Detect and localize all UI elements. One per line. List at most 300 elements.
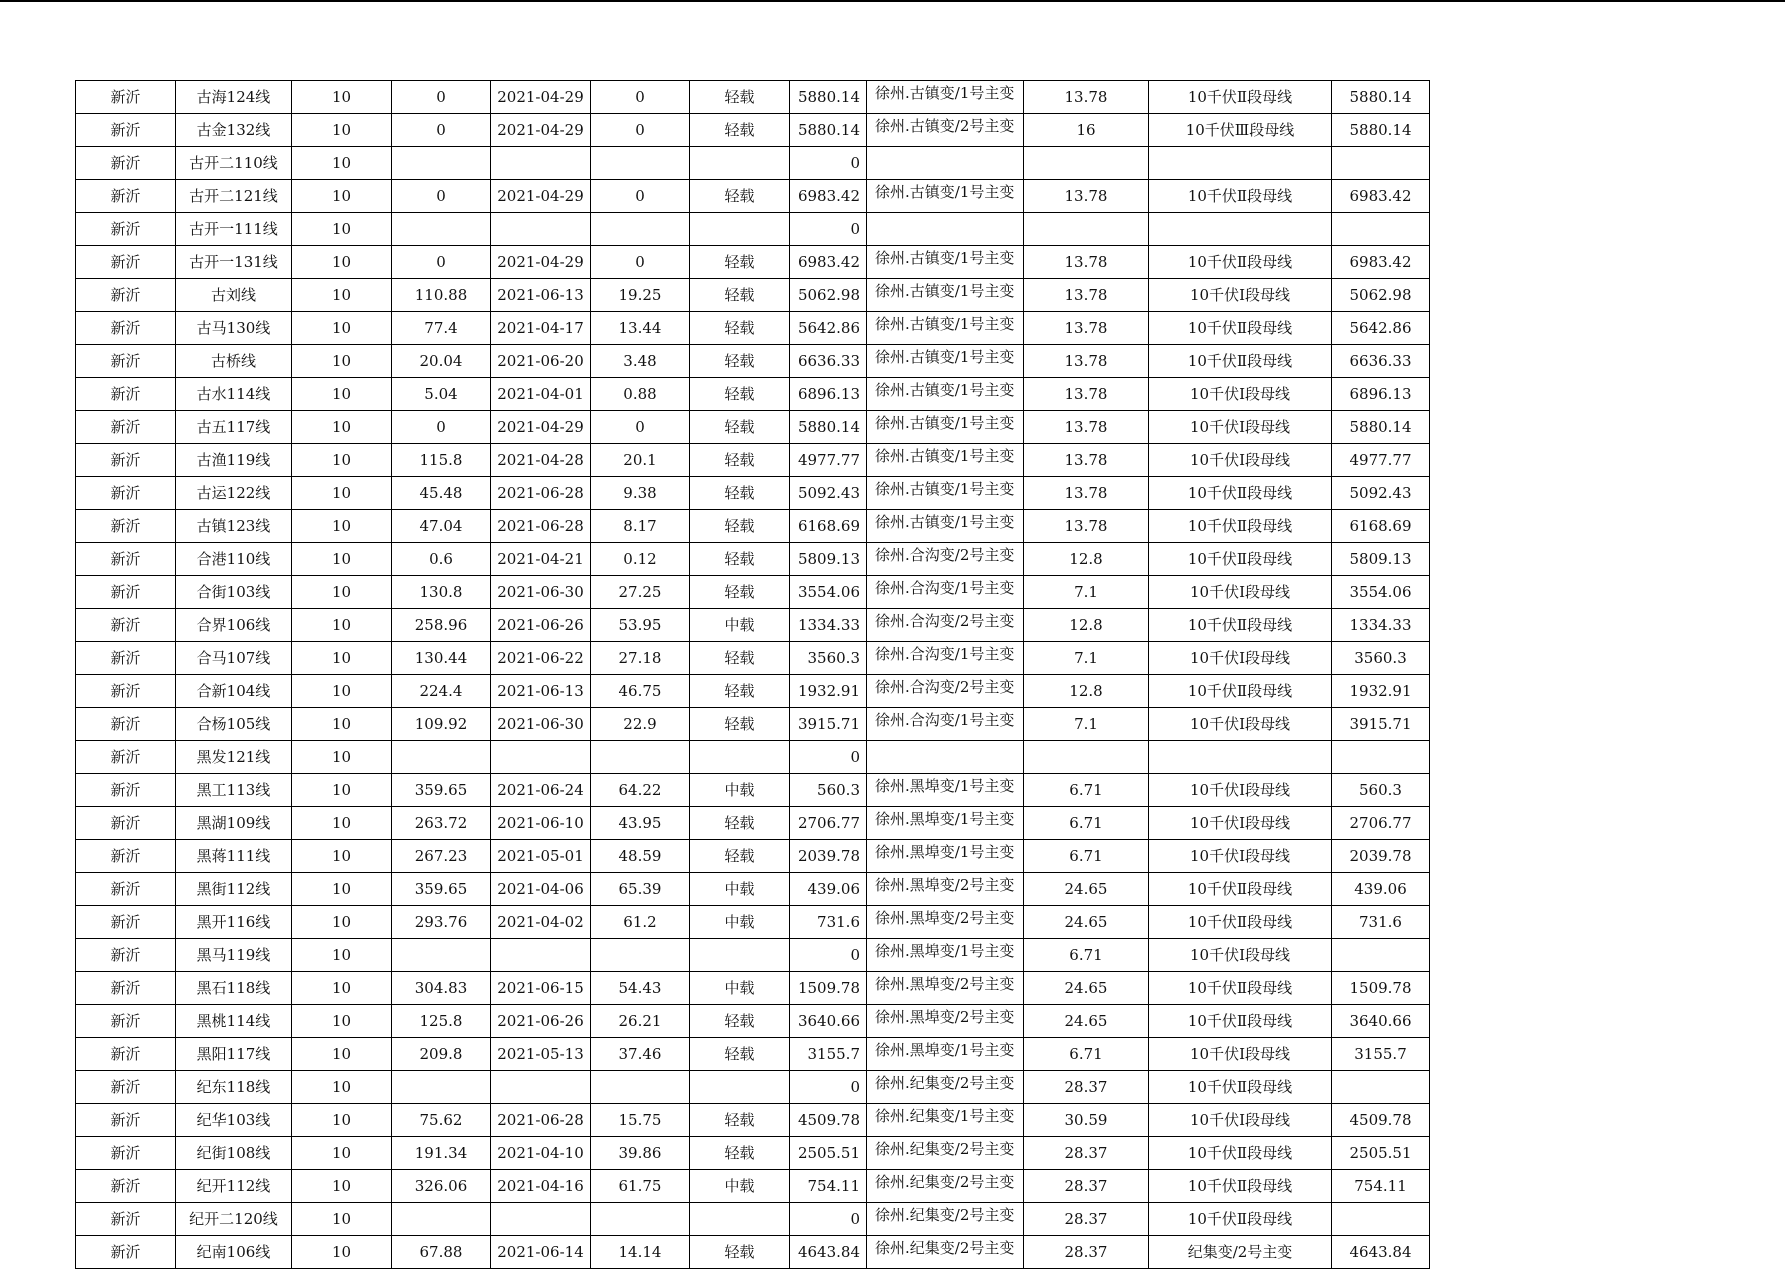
remaining-capacity-cell: 5880.14 (790, 114, 867, 147)
voltage-cell: 10 (292, 345, 392, 378)
date-cell: 2021-06-28 (491, 477, 591, 510)
transformer-load-cell: 24.65 (1024, 972, 1149, 1005)
date-cell: 2021-04-29 (491, 114, 591, 147)
remaining-capacity-cell: 5880.14 (790, 411, 867, 444)
current-cell: 0.6 (392, 543, 491, 576)
current-cell: 209.8 (392, 1038, 491, 1071)
load-rate-cell: 0 (591, 246, 690, 279)
load-rate-cell: 65.39 (591, 873, 690, 906)
load-state-cell: 轻载 (690, 708, 790, 741)
table-row (76, 147, 1430, 180)
transformer-load-cell: 24.65 (1024, 873, 1149, 906)
load-rate-cell: 0 (591, 114, 690, 147)
remaining-capacity-cell: 5642.86 (790, 312, 867, 345)
bus-section-cell: 纪集变/2号主变 (1149, 1236, 1332, 1269)
date-cell (491, 213, 591, 246)
date-cell: 2021-06-28 (491, 1104, 591, 1137)
area-cell: 新沂 (76, 609, 176, 642)
substation-cell (867, 444, 1024, 477)
voltage-cell: 10 (292, 840, 392, 873)
current-cell: 110.88 (392, 279, 491, 312)
load-rate-cell: 0 (591, 81, 690, 114)
area-cell: 新沂 (76, 1005, 176, 1038)
area-cell: 新沂 (76, 1104, 176, 1137)
transformer-load-cell: 6.71 (1024, 774, 1149, 807)
substation-cell (867, 972, 1024, 1005)
bus-section-cell: 10千伏Ⅱ段母线 (1149, 246, 1332, 279)
table-row (76, 774, 1430, 807)
voltage-cell: 10 (292, 1104, 392, 1137)
current-cell: 293.76 (392, 906, 491, 939)
date-cell: 2021-04-17 (491, 312, 591, 345)
load-state-cell: 轻载 (690, 675, 790, 708)
table-row (76, 1170, 1430, 1203)
table-row (76, 246, 1430, 279)
transformer-load-cell: 13.78 (1024, 477, 1149, 510)
area-cell: 新沂 (76, 906, 176, 939)
load-state-cell: 轻载 (690, 1236, 790, 1269)
current-cell: 115.8 (392, 444, 491, 477)
table-body (76, 81, 1430, 1269)
area-cell: 新沂 (76, 1203, 176, 1236)
table-row (76, 741, 1430, 774)
line-name-cell: 合马107线 (176, 642, 292, 675)
bus-section-cell: 10千伏Ⅱ段母线 (1149, 1203, 1332, 1236)
line-name-cell: 古渔119线 (176, 444, 292, 477)
substation-text: 徐州.黑埠变/2号主变 (875, 909, 1015, 927)
load-rate-cell: 3.48 (591, 345, 690, 378)
area-cell: 新沂 (76, 246, 176, 279)
load-state-cell: 轻载 (690, 510, 790, 543)
voltage-cell: 10 (292, 708, 392, 741)
transformer-load-cell: 28.37 (1024, 1071, 1149, 1104)
remaining-capacity-cell: 0 (790, 1203, 867, 1236)
available-capacity-cell: 5062.98 (1332, 279, 1430, 312)
remaining-capacity-cell: 0 (790, 213, 867, 246)
remaining-capacity-cell: 754.11 (790, 1170, 867, 1203)
substation-text: 徐州.古镇变/1号主变 (875, 183, 1015, 201)
current-cell: 326.06 (392, 1170, 491, 1203)
bus-section-cell: 10千伏Ⅰ段母线 (1149, 642, 1332, 675)
area-cell: 新沂 (76, 510, 176, 543)
voltage-cell: 10 (292, 81, 392, 114)
table-row (76, 1104, 1430, 1137)
available-capacity-cell (1332, 1071, 1430, 1104)
remaining-capacity-cell: 1334.33 (790, 609, 867, 642)
available-capacity-cell (1332, 1203, 1430, 1236)
transformer-load-cell: 12.8 (1024, 543, 1149, 576)
substation-cell (867, 345, 1024, 378)
substation-text: 徐州.古镇变/1号主变 (875, 447, 1015, 465)
area-cell: 新沂 (76, 378, 176, 411)
voltage-cell: 10 (292, 180, 392, 213)
substation-cell (867, 576, 1024, 609)
transformer-load-cell: 13.78 (1024, 345, 1149, 378)
table-row (76, 609, 1430, 642)
bus-section-cell (1149, 741, 1332, 774)
area-cell: 新沂 (76, 939, 176, 972)
substation-text: 徐州.古镇变/1号主变 (875, 381, 1015, 399)
bus-section-cell: 10千伏Ⅲ段母线 (1149, 114, 1332, 147)
substation-cell (867, 246, 1024, 279)
current-cell: 125.8 (392, 1005, 491, 1038)
available-capacity-cell: 3554.06 (1332, 576, 1430, 609)
substation-cell (867, 906, 1024, 939)
transformer-load-cell: 28.37 (1024, 1137, 1149, 1170)
voltage-cell: 10 (292, 312, 392, 345)
table-row (76, 708, 1430, 741)
area-cell: 新沂 (76, 1038, 176, 1071)
table-row (76, 1005, 1430, 1038)
bus-section-cell: 10千伏Ⅱ段母线 (1149, 180, 1332, 213)
transformer-load-cell: 6.71 (1024, 1038, 1149, 1071)
substation-text: 徐州.合沟变/2号主变 (875, 546, 1015, 564)
remaining-capacity-cell: 2039.78 (790, 840, 867, 873)
load-state-cell: 轻载 (690, 411, 790, 444)
bus-section-cell (1149, 147, 1332, 180)
substation-text: 徐州.古镇变/1号主变 (875, 249, 1015, 267)
line-name-cell: 合港110线 (176, 543, 292, 576)
transformer-load-cell: 13.78 (1024, 279, 1149, 312)
line-name-cell: 纪南106线 (176, 1236, 292, 1269)
current-cell: 5.04 (392, 378, 491, 411)
bus-section-cell: 10千伏Ⅰ段母线 (1149, 708, 1332, 741)
remaining-capacity-cell: 4509.78 (790, 1104, 867, 1137)
voltage-cell: 10 (292, 642, 392, 675)
area-cell: 新沂 (76, 576, 176, 609)
load-state-cell: 轻载 (690, 543, 790, 576)
area-cell: 新沂 (76, 708, 176, 741)
date-cell: 2021-04-29 (491, 411, 591, 444)
line-name-cell: 古桥线 (176, 345, 292, 378)
current-cell: 258.96 (392, 609, 491, 642)
substation-cell (867, 939, 1024, 972)
load-rate-cell: 8.17 (591, 510, 690, 543)
date-cell: 2021-05-13 (491, 1038, 591, 1071)
substation-cell (867, 807, 1024, 840)
current-cell: 267.23 (392, 840, 491, 873)
area-cell: 新沂 (76, 147, 176, 180)
remaining-capacity-cell: 6168.69 (790, 510, 867, 543)
date-cell: 2021-06-15 (491, 972, 591, 1005)
substation-cell (867, 114, 1024, 147)
current-cell (392, 1071, 491, 1104)
voltage-cell: 10 (292, 1236, 392, 1269)
substation-text: 徐州.合沟变/2号主变 (875, 678, 1015, 696)
area-cell: 新沂 (76, 675, 176, 708)
date-cell: 2021-06-26 (491, 1005, 591, 1038)
available-capacity-cell: 731.6 (1332, 906, 1430, 939)
load-state-cell: 中载 (690, 1170, 790, 1203)
area-cell: 新沂 (76, 840, 176, 873)
available-capacity-cell: 4643.84 (1332, 1236, 1430, 1269)
voltage-cell: 10 (292, 477, 392, 510)
date-cell: 2021-04-02 (491, 906, 591, 939)
load-rate-cell (591, 1203, 690, 1236)
page-top-border (0, 0, 1785, 2)
load-state-cell: 轻载 (690, 576, 790, 609)
remaining-capacity-cell: 6983.42 (790, 246, 867, 279)
load-state-cell: 轻载 (690, 1137, 790, 1170)
line-name-cell: 合界106线 (176, 609, 292, 642)
date-cell: 2021-06-28 (491, 510, 591, 543)
available-capacity-cell: 3155.7 (1332, 1038, 1430, 1071)
available-capacity-cell: 5809.13 (1332, 543, 1430, 576)
remaining-capacity-cell: 3915.71 (790, 708, 867, 741)
substation-cell (867, 774, 1024, 807)
substation-cell (867, 1170, 1024, 1203)
area-cell: 新沂 (76, 1137, 176, 1170)
substation-text: 徐州.纪集变/2号主变 (875, 1206, 1015, 1224)
available-capacity-cell: 439.06 (1332, 873, 1430, 906)
substation-text: 徐州.纪集变/2号主变 (875, 1239, 1015, 1257)
substation-text: 徐州.黑埠变/1号主变 (875, 843, 1015, 861)
line-name-cell: 古金132线 (176, 114, 292, 147)
transformer-load-cell: 6.71 (1024, 939, 1149, 972)
load-state-cell: 中载 (690, 609, 790, 642)
load-state-cell: 中载 (690, 972, 790, 1005)
substation-cell (867, 81, 1024, 114)
remaining-capacity-cell: 5062.98 (790, 279, 867, 312)
area-cell: 新沂 (76, 1236, 176, 1269)
substation-text: 徐州.纪集变/2号主变 (875, 1173, 1015, 1191)
available-capacity-cell: 6636.33 (1332, 345, 1430, 378)
available-capacity-cell: 5092.43 (1332, 477, 1430, 510)
line-name-cell: 纪华103线 (176, 1104, 292, 1137)
substation-text: 徐州.古镇变/1号主变 (875, 84, 1015, 102)
table-row (76, 477, 1430, 510)
bus-section-cell: 10千伏Ⅰ段母线 (1149, 774, 1332, 807)
load-rate-cell (591, 213, 690, 246)
remaining-capacity-cell: 3554.06 (790, 576, 867, 609)
remaining-capacity-cell: 0 (790, 1071, 867, 1104)
table-row (76, 345, 1430, 378)
substation-cell (867, 213, 1024, 246)
line-name-cell: 纪开二120线 (176, 1203, 292, 1236)
transformer-load-cell: 13.78 (1024, 81, 1149, 114)
current-cell: 20.04 (392, 345, 491, 378)
line-name-cell: 古五117线 (176, 411, 292, 444)
substation-text: 徐州.黑埠变/2号主变 (875, 975, 1015, 993)
voltage-cell: 10 (292, 1170, 392, 1203)
voltage-cell: 10 (292, 906, 392, 939)
load-rate-cell: 0.88 (591, 378, 690, 411)
remaining-capacity-cell: 3640.66 (790, 1005, 867, 1038)
remaining-capacity-cell: 3155.7 (790, 1038, 867, 1071)
load-rate-cell: 19.25 (591, 279, 690, 312)
bus-section-cell: 10千伏Ⅰ段母线 (1149, 840, 1332, 873)
table-row (76, 378, 1430, 411)
available-capacity-cell: 3560.3 (1332, 642, 1430, 675)
remaining-capacity-cell: 1932.91 (790, 675, 867, 708)
date-cell (491, 1203, 591, 1236)
table-row (76, 906, 1430, 939)
area-cell: 新沂 (76, 312, 176, 345)
available-capacity-cell: 3915.71 (1332, 708, 1430, 741)
table-row (76, 81, 1430, 114)
load-state-cell: 轻载 (690, 312, 790, 345)
load-rate-cell: 27.25 (591, 576, 690, 609)
substation-cell (867, 312, 1024, 345)
substation-text: 徐州.合沟变/1号主变 (875, 579, 1015, 597)
current-cell: 304.83 (392, 972, 491, 1005)
table-row (76, 939, 1430, 972)
transformer-load-cell: 28.37 (1024, 1170, 1149, 1203)
substation-text (875, 213, 1023, 245)
available-capacity-cell: 1509.78 (1332, 972, 1430, 1005)
bus-section-cell: 10千伏Ⅰ段母线 (1149, 576, 1332, 609)
voltage-cell: 10 (292, 873, 392, 906)
substation-cell (867, 642, 1024, 675)
substation-text: 徐州.古镇变/1号主变 (875, 414, 1015, 432)
table-row (76, 510, 1430, 543)
load-state-cell: 轻载 (690, 807, 790, 840)
bus-section-cell: 10千伏Ⅱ段母线 (1149, 609, 1332, 642)
load-state-cell: 轻载 (690, 345, 790, 378)
remaining-capacity-cell: 5880.14 (790, 81, 867, 114)
voltage-cell: 10 (292, 741, 392, 774)
substation-cell (867, 147, 1024, 180)
voltage-cell: 10 (292, 378, 392, 411)
current-cell: 224.4 (392, 675, 491, 708)
substation-cell (867, 1038, 1024, 1071)
substation-text: 徐州.纪集变/2号主变 (875, 1074, 1015, 1092)
date-cell (491, 741, 591, 774)
remaining-capacity-cell: 5092.43 (790, 477, 867, 510)
bus-section-cell: 10千伏Ⅰ段母线 (1149, 939, 1332, 972)
transformer-load-cell: 12.8 (1024, 609, 1149, 642)
table-row (76, 279, 1430, 312)
substation-cell (867, 411, 1024, 444)
load-rate-cell: 9.38 (591, 477, 690, 510)
transformer-load-cell (1024, 213, 1149, 246)
table-row (76, 675, 1430, 708)
load-state-cell: 轻载 (690, 180, 790, 213)
date-cell: 2021-06-30 (491, 708, 591, 741)
date-cell: 2021-05-01 (491, 840, 591, 873)
load-rate-cell: 64.22 (591, 774, 690, 807)
table-row (76, 642, 1430, 675)
load-rate-cell: 0 (591, 411, 690, 444)
remaining-capacity-cell: 6636.33 (790, 345, 867, 378)
voltage-cell: 10 (292, 246, 392, 279)
load-state-cell: 中载 (690, 774, 790, 807)
substation-text: 徐州.黑埠变/1号主变 (875, 777, 1015, 795)
substation-text: 徐州.古镇变/1号主变 (875, 480, 1015, 498)
load-state-cell: 轻载 (690, 444, 790, 477)
transformer-load-cell: 7.1 (1024, 642, 1149, 675)
available-capacity-cell: 2039.78 (1332, 840, 1430, 873)
substation-text: 徐州.黑埠变/1号主变 (875, 1041, 1015, 1059)
date-cell: 2021-04-21 (491, 543, 591, 576)
area-cell: 新沂 (76, 1170, 176, 1203)
area-cell: 新沂 (76, 114, 176, 147)
area-cell: 新沂 (76, 213, 176, 246)
area-cell: 新沂 (76, 774, 176, 807)
area-cell: 新沂 (76, 873, 176, 906)
area-cell: 新沂 (76, 279, 176, 312)
available-capacity-cell: 6983.42 (1332, 180, 1430, 213)
load-state-cell (690, 147, 790, 180)
area-cell: 新沂 (76, 444, 176, 477)
current-cell: 130.44 (392, 642, 491, 675)
voltage-cell: 10 (292, 279, 392, 312)
date-cell (491, 147, 591, 180)
substation-cell (867, 1005, 1024, 1038)
current-cell: 67.88 (392, 1236, 491, 1269)
bus-section-cell: 10千伏Ⅱ段母线 (1149, 1170, 1332, 1203)
area-cell: 新沂 (76, 972, 176, 1005)
load-state-cell (690, 1071, 790, 1104)
transformer-load-cell: 28.37 (1024, 1236, 1149, 1269)
bus-section-cell: 10千伏Ⅱ段母线 (1149, 477, 1332, 510)
date-cell: 2021-06-13 (491, 675, 591, 708)
substation-text: 徐州.古镇变/2号主变 (875, 117, 1015, 135)
available-capacity-cell: 1334.33 (1332, 609, 1430, 642)
substation-text: 徐州.合沟变/1号主变 (875, 645, 1015, 663)
transformer-load-cell (1024, 741, 1149, 774)
table-row (76, 840, 1430, 873)
date-cell: 2021-04-10 (491, 1137, 591, 1170)
available-capacity-cell: 6168.69 (1332, 510, 1430, 543)
load-state-cell: 轻载 (690, 642, 790, 675)
date-cell: 2021-06-13 (491, 279, 591, 312)
bus-section-cell: 10千伏Ⅱ段母线 (1149, 1005, 1332, 1038)
voltage-cell: 10 (292, 444, 392, 477)
substation-cell (867, 708, 1024, 741)
line-name-cell: 纪街108线 (176, 1137, 292, 1170)
available-capacity-cell: 754.11 (1332, 1170, 1430, 1203)
remaining-capacity-cell: 2706.77 (790, 807, 867, 840)
date-cell: 2021-06-20 (491, 345, 591, 378)
substation-text: 徐州.合沟变/2号主变 (875, 612, 1015, 630)
load-rate-cell: 13.44 (591, 312, 690, 345)
transformer-load-cell: 28.37 (1024, 1203, 1149, 1236)
available-capacity-cell: 5880.14 (1332, 81, 1430, 114)
available-capacity-cell: 6983.42 (1332, 246, 1430, 279)
substation-cell (867, 510, 1024, 543)
voltage-cell: 10 (292, 1137, 392, 1170)
remaining-capacity-cell: 2505.51 (790, 1137, 867, 1170)
current-cell: 263.72 (392, 807, 491, 840)
date-cell: 2021-04-29 (491, 81, 591, 114)
load-state-cell: 轻载 (690, 81, 790, 114)
line-name-cell: 黑阳117线 (176, 1038, 292, 1071)
current-cell (392, 147, 491, 180)
voltage-cell: 10 (292, 1005, 392, 1038)
load-state-cell (690, 213, 790, 246)
substation-cell (867, 477, 1024, 510)
area-cell: 新沂 (76, 1071, 176, 1104)
voltage-cell: 10 (292, 1038, 392, 1071)
date-cell: 2021-06-22 (491, 642, 591, 675)
current-cell (392, 1203, 491, 1236)
voltage-cell: 10 (292, 114, 392, 147)
transformer-load-cell: 24.65 (1024, 906, 1149, 939)
date-cell: 2021-06-14 (491, 1236, 591, 1269)
voltage-cell: 10 (292, 675, 392, 708)
date-cell: 2021-04-01 (491, 378, 591, 411)
bus-section-cell: 10千伏Ⅰ段母线 (1149, 411, 1332, 444)
bus-section-cell: 10千伏Ⅱ段母线 (1149, 510, 1332, 543)
current-cell: 359.65 (392, 774, 491, 807)
transformer-load-cell: 13.78 (1024, 510, 1149, 543)
transformer-load-cell: 13.78 (1024, 312, 1149, 345)
area-cell: 新沂 (76, 741, 176, 774)
load-rate-cell: 48.59 (591, 840, 690, 873)
load-state-cell: 轻载 (690, 246, 790, 279)
available-capacity-cell: 560.3 (1332, 774, 1430, 807)
